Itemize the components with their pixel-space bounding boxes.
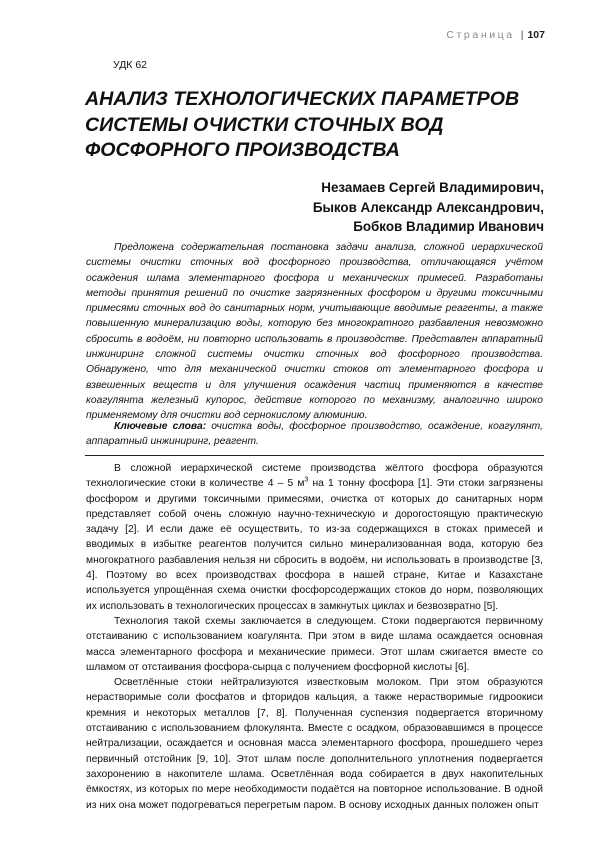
body-text: В сложной иерархической системе производства жёлтого фосфора образуются технологические стоки в количестве 4 – 5 м <box>86 463 543 490</box>
body-paragraph <box>86 461 543 614</box>
body-paragraph: Технология такой схемы заключается в следующем. Стоки подвергаются первичному отстаиванию с использованием коагулянта. При этом в виде шлама осаждается основная масса элементарного фосфора и механические примеси. Этот шлам сжигается вместе со шламом от отстаивания фосфора-сырца с получением фосфорной кислоты [6]. <box>86 615 543 673</box>
keywords <box>86 419 543 450</box>
header-divider: | <box>520 29 524 41</box>
author-name: Бобков Владимир Иванович <box>353 219 544 235</box>
article-body <box>86 461 543 813</box>
keywords-label: Ключевые слова: <box>114 421 207 432</box>
udk-code: УДК 62 <box>113 59 148 71</box>
abstract: Предложена содержательная постановка задачи анализа, сложной иерархической системы очистки сточных вод фосфорного производства, отличающаяся учётом осаждения шлама элементарного фосфора и механических примесей. Разработаны методы принятия решений по очистке загрязненных фосфором и другими токсичными примесями сточных вод до санитарных норм, учитывающие вводимые реагенты, а также повышенную минерализацию воды, которую без многократного разбавления невозможно сбросить в водоём, ни повторно использовать в производстве. Представлен аппаратный инжиниринг сложной системы очистки сточных вод фосфорного производства. Обнаружено, что для механической очистки стоков от элементарного фосфора и взвешенных веществ и для улучшения осаждения частиц применяются в качестве коагулянта железный купорос, действие которого по механизму, аналогично широко применяемому для очистки вод сернокислому алюминию. <box>86 242 543 422</box>
section-divider <box>85 455 544 456</box>
authors-block <box>313 178 544 237</box>
body-paragraph: Осветлённые стоки нейтрализуются известковым молоком. При этом образуются нерастворимые соли фосфатов и фторидов кальция, а также нерастворимые гидроокиси кремния и некоторых металлов [7, 8]. Полученная суспензия подвергается вторичному отстаиванию с использованием флокулянта. Вместе с осадком, образовавшимся в процессе нейтрализации, осаждается и основная масса элементарного фосфора, прошедшего через первичный отстойник [9, 10]. Этот шлам после дополнительного уплотнения подвергается захоронению в накопителе шлама. Осветлённая вода собирается в двух накопительных ёмкостях, из которых по мере необходимости подаётся на повторное использование. В одной из них она может подогреваться перегретым паром. В основу исходных данных положен опыт <box>86 677 543 811</box>
page-header <box>446 29 545 41</box>
keywords-text: очистка воды, фосфорное производство, осаждение, коагулянт, аппаратный инжиниринг, реагент. <box>86 421 543 448</box>
body-text: на 1 тонну фосфора [1]. Эти стоки загрязнены фосфором и другими токсичными примесями, очистка от которых до санитарных норм представляет собой очень сложную научно-техническую и дорогостоящую практическую задачу [2]. И если даже её осуществить, то из-за содержащихся в стоках примесей и вводимых в избытке реагентов получится сильно минерализованная вода, которую без многократного разбавления нельзя ни сбросить в водоём, ни использовать в производстве [3, 4]. Поэтому во всех производствах фосфора в нашей стране, Китае и Казахстане используется упрощённая схема очистки фосфорсодержащих стоков до норм, позволяющих их использовать в технологических процессах в замкнутых циклах и безвозвратно [5]. <box>86 478 543 612</box>
author-name: Быков Александр Александрович, <box>312 199 544 215</box>
article-title: АНАЛИЗ ТЕХНОЛОГИЧЕСКИХ ПАРАМЕТРОВ СИСТЕМЫ ОЧИСТКИ СТОЧНЫХ ВОД ФОСФОРНОГО ПРОИЗВОДСТВА <box>85 88 520 161</box>
author-name: Незамаев Сергей Владимирович, <box>321 180 544 195</box>
superscript: 3 <box>304 476 309 484</box>
page-number: 107 <box>527 29 545 41</box>
page-header-word: Страница <box>446 29 515 41</box>
